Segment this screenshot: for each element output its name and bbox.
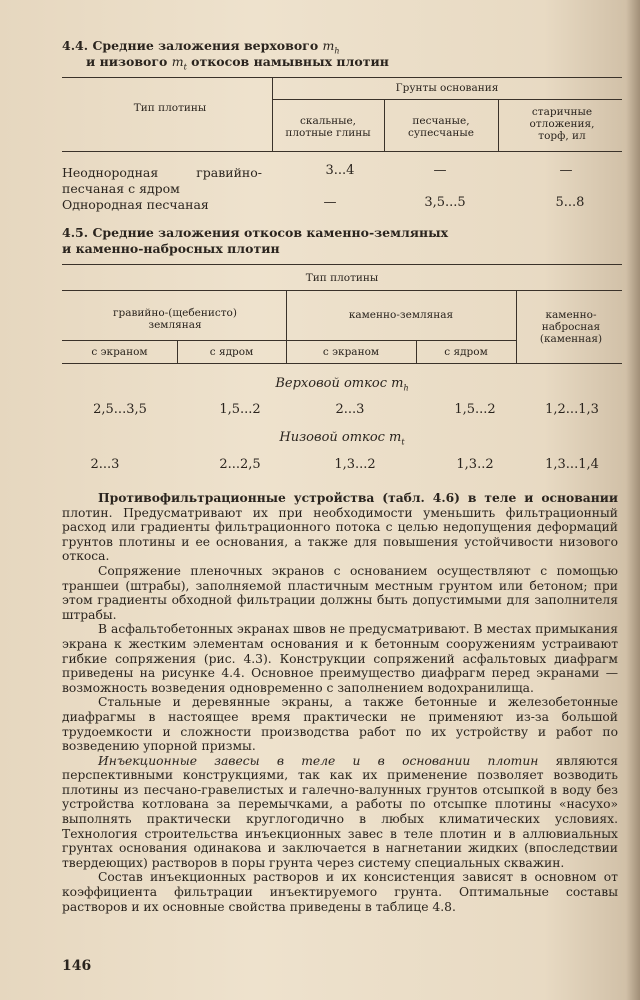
page-number: 146 <box>62 958 92 974</box>
table-divider <box>384 99 385 151</box>
table-rule <box>62 290 622 291</box>
header-with-screen: с экраном <box>91 346 148 358</box>
table-cell: 2...3 <box>335 402 365 417</box>
paragraph: Стальные и деревянные экраны, а также бетонные и железобетонные диафрагмы в настоящее время практически не применяют из-за большой трудоемкости и сложности производства работ по их устройству и работ по возведению упорной призмы. <box>62 695 618 754</box>
table-cell: 2...3 <box>90 457 120 472</box>
caption-text: и низового <box>86 54 172 69</box>
table-cell: 1,5...2 <box>219 402 261 417</box>
symbol-subscript: h <box>334 46 340 56</box>
table-cell: 1,5...2 <box>454 402 496 417</box>
table-rule <box>62 77 622 78</box>
paragraph-lead: Инъекционные завесы в теле и в основании плотин <box>98 753 539 768</box>
table-rule <box>62 264 622 265</box>
row-name: Однородная песчаная <box>62 197 209 212</box>
body-text <box>62 491 618 914</box>
header-with-core: с ядром <box>209 346 254 358</box>
paragraph: Состав инъекционных растворов и их консистенция зависят в основном от коэффициента фильтрации инъектируемого грунта. Оптимальные составы растворов и их основные свойства приведены в таблице 4.8. <box>62 870 618 914</box>
table-cell: — <box>559 163 573 178</box>
paragraph-lead: Противофильтрационные устройства (табл. 4.6) в теле и основании <box>98 490 618 505</box>
symbol-subscript: t <box>183 62 187 72</box>
header-dam-type: Тип плотины <box>133 102 207 114</box>
table-rule <box>272 99 622 100</box>
header-dam-type: Тип плотины <box>305 272 379 284</box>
table-divider <box>516 290 517 363</box>
header-rock-earth: каменно-земляная <box>348 309 454 321</box>
symbol-subscript: h <box>403 383 409 393</box>
table-cell: 1,3...2 <box>334 457 376 472</box>
table-rule <box>62 340 516 341</box>
page-edge-shadow <box>626 0 640 1000</box>
row-name-cont: песчаная с ядром <box>62 181 180 196</box>
paragraph: Сопряжение пленочных экранов с основанием осуществляют с помощью траншеи (штрабы), заполняемой пластичным местным грунтом или бетоном; при этом градиенты обходной фильтрации должны быть допустимыми для заполнителя штрабы. <box>62 563 618 622</box>
table-cell: 3,5...5 <box>424 195 466 210</box>
table-rule <box>62 151 622 152</box>
table-cell: 2,5...3,5 <box>93 402 147 417</box>
header-col-alluvial: старичные отложения, торф, ил <box>529 106 595 142</box>
table-number: 4.5. <box>62 225 89 240</box>
table-cell: 2...2,5 <box>219 457 261 472</box>
row-name: Неоднородная гравийно- <box>62 165 262 180</box>
table-cell: 1,3...1,4 <box>545 457 599 472</box>
table-cell: 1,2...1,3 <box>545 402 599 417</box>
table-divider <box>498 99 499 151</box>
header-gravel-earth: гравийно-(щебенисто) земляная <box>113 307 237 331</box>
header-with-core: с ядром <box>444 346 488 358</box>
header-rockfill: каменно-набросная (каменная) <box>539 309 603 345</box>
subheading-upstream <box>62 376 622 393</box>
header-with-screen: с экраном <box>322 346 380 358</box>
subheading-text: Верховой откос m <box>275 376 404 391</box>
table-cell: 3...4 <box>325 163 355 178</box>
caption-text: откосов намывных плотин <box>186 54 389 69</box>
paragraph-text: являются перспективными конструкциями, так как их применение позволяет возводить плотины из песчано-гравелистых и галечно-валунных грунтов отсыпкой в воду без устройства котлована за перемычками, а работы по отсыпке плотины «насухо» выполнять практически круглогодично в любых климатических условиях. Технология строительства инъекционных завес в теле плотин и в аллювиальных грунтах основания одинакова и заключается в нагнетании жидких (впоследствии твердеющих) растворов в поры грунта через систему специальных скважин. <box>62 753 619 870</box>
header-col-sandy: песчаные, супесчаные <box>408 115 474 139</box>
header-col-rocky: скальные, плотные глины <box>285 115 371 139</box>
table-cell: — <box>433 163 447 178</box>
table-cell: — <box>323 195 337 210</box>
paragraph-text: плотин. Предусматривают их при необходимости уменьшить фильтрационный расход или градиенты фильтрационного потока с целью недопущения деформаций грунтов плотины и ее основания, а также для повышения устойчивости низового откоса. <box>62 505 618 564</box>
subheading-downstream <box>62 430 622 447</box>
table-cell: 1,3..2 <box>456 457 494 472</box>
paragraph: В асфальтобетонных экранах швов не предусматривают. В местах примыкания экрана к жестким элементам основания и к бетонным сооружениям устраивают гибкие сопряжения (рис. 4.3). Конструкции сопряжений асфальтовых диафрагм приведены на рисунке 4.4. Основное преимущество диафрагм перед экранами — возможность возведения одновременно с заполнением водохранилища. <box>62 622 618 695</box>
table-4-5-caption-line2: и каменно-набросных плотин <box>62 241 280 256</box>
subheading-text: Низовой откос m <box>279 430 402 445</box>
symbol: m <box>322 38 335 53</box>
table-number: 4.4. <box>62 38 89 53</box>
header-foundation-soils: Грунты основания <box>395 82 499 94</box>
symbol-subscript: t <box>401 437 405 447</box>
paragraph <box>62 754 618 871</box>
symbol: m <box>171 54 184 69</box>
table-4-5-caption <box>62 225 448 241</box>
caption-text: Средние заложения откосов каменно-земляных <box>92 225 449 240</box>
table-cell: 5...8 <box>555 195 585 210</box>
caption-text: Средние заложения верхового <box>92 38 323 53</box>
paragraph <box>62 491 618 564</box>
table-4-4-caption-line2 <box>86 54 389 76</box>
table-rule <box>62 363 622 364</box>
